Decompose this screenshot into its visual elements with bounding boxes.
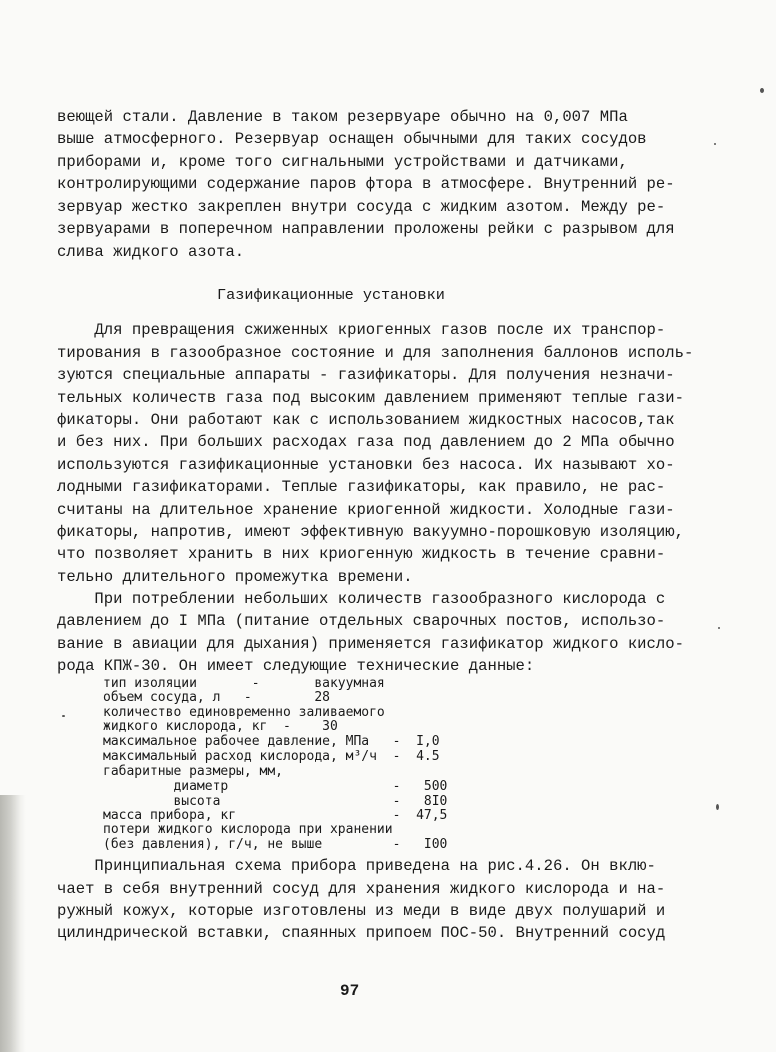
spec-line: жидкого кислорода, кг - 30 (103, 719, 338, 734)
text-line: цилиндрической вставки, спаянных припоем ПОС-50. Внутренний сосуд (57, 924, 666, 942)
scan-edge-shadow (0, 795, 26, 1052)
spec-line: габаритные размеры, мм, (103, 764, 284, 779)
text-line: выше атмосферного. Резервуар оснащен обычными для таких сосудов (57, 130, 647, 148)
spec-line: объем сосуда, л - 28 (103, 690, 330, 705)
text-line: зервуарами в поперечном направлении проложены рейки с разрывом для (57, 220, 675, 238)
scan-speck (716, 804, 719, 810)
text-line: фикаторы, напротив, имеют эффективную вакуумно-порошковую изоляцию, (57, 523, 684, 541)
page-number: 97 (340, 982, 360, 1000)
text-line: и без них. При больших расходах газа под давлением до 2 МПа обычно (57, 433, 675, 451)
spec-line: количество единовременно заливаемого (103, 705, 385, 720)
spec-line: (без давления), г/ч, не выше - I00 (103, 837, 448, 852)
text-line: слива жидкого азота. (57, 243, 245, 261)
text-line: тельно длительного промежутка времени. (57, 568, 413, 586)
scan-speck (760, 88, 764, 93)
text-line: контролирующими содержание паров фтора в атмосфере. Внутренний ре- (57, 175, 675, 193)
text-line: чает в себя внутренний сосуд для хранения жидкого кислорода и на- (57, 880, 666, 898)
text-line: давлением до I МПа (питание отдельных сварочных постов, использо- (57, 612, 666, 630)
text-line: тельных количеств газа под высоким давлением применяют теплые гази- (57, 389, 684, 407)
spec-line: максимальный расход кислорода, м³/ч - 4.5 (103, 749, 440, 764)
scan-speck (62, 715, 65, 717)
text-line: фикаторы. Они работают как с использованием жидкостных насосов,так (57, 411, 675, 429)
text-line: используются газификационные установки без насоса. Их называют хо- (57, 456, 675, 474)
text-line: лодными газификаторами. Теплые газификаторы, как правило, не рас- (57, 478, 666, 496)
spec-line: высота - 8I0 (103, 794, 448, 809)
scan-speck (714, 143, 716, 145)
text-line: вание в авиации для дыхания) применяется газификатор жидкого кисло- (57, 635, 684, 653)
section-heading: Газификационные установки (217, 286, 445, 304)
spec-line: максимальное рабочее давление, МПа - I,0 (103, 734, 440, 749)
text-line: рода КПЖ-30. Он имеет следующие технические данные: (57, 657, 535, 675)
text-line: Для превращения сжиженных криогенных газов после их транспор- (57, 321, 666, 339)
spec-line: тип изоляции - вакуумная (103, 676, 385, 691)
text-line: веющей стали. Давление в таком резервуаре обычно на 0,007 МПа (57, 108, 628, 126)
spec-line: масса прибора, кг - 47,5 (103, 808, 448, 823)
text-line: При потреблении небольших количеств газообразного кислорода с (57, 590, 666, 608)
spec-line: потери жидкого кислорода при хранении (103, 822, 393, 837)
text-line: считаны на длительное хранение криогенной жидкости. Холодные гази- (57, 501, 675, 519)
spec-line: диаметр - 500 (103, 779, 448, 794)
text-line: что позволяет хранить в них криогенную жидкость в течение сравни- (57, 545, 666, 563)
text-line: зуются специальные аппараты - газификаторы. Для получения незначи- (57, 366, 675, 384)
text-line: приборами и, кроме того сигнальными устройствами и датчиками, (57, 153, 628, 171)
text-line: тирования в газообразное состояние и для заполнения баллонов исполь- (57, 344, 694, 362)
text-line: ружный кожух, которые изготовлены из меди в виде двух полушарий и (57, 902, 666, 920)
text-line: Принципиальная схема прибора приведена на рис.4.26. Он вклю- (57, 857, 656, 875)
text-line: зервуар жестко закреплен внутри сосуда с жидким азотом. Между ре- (57, 198, 666, 216)
scan-speck (718, 627, 720, 629)
